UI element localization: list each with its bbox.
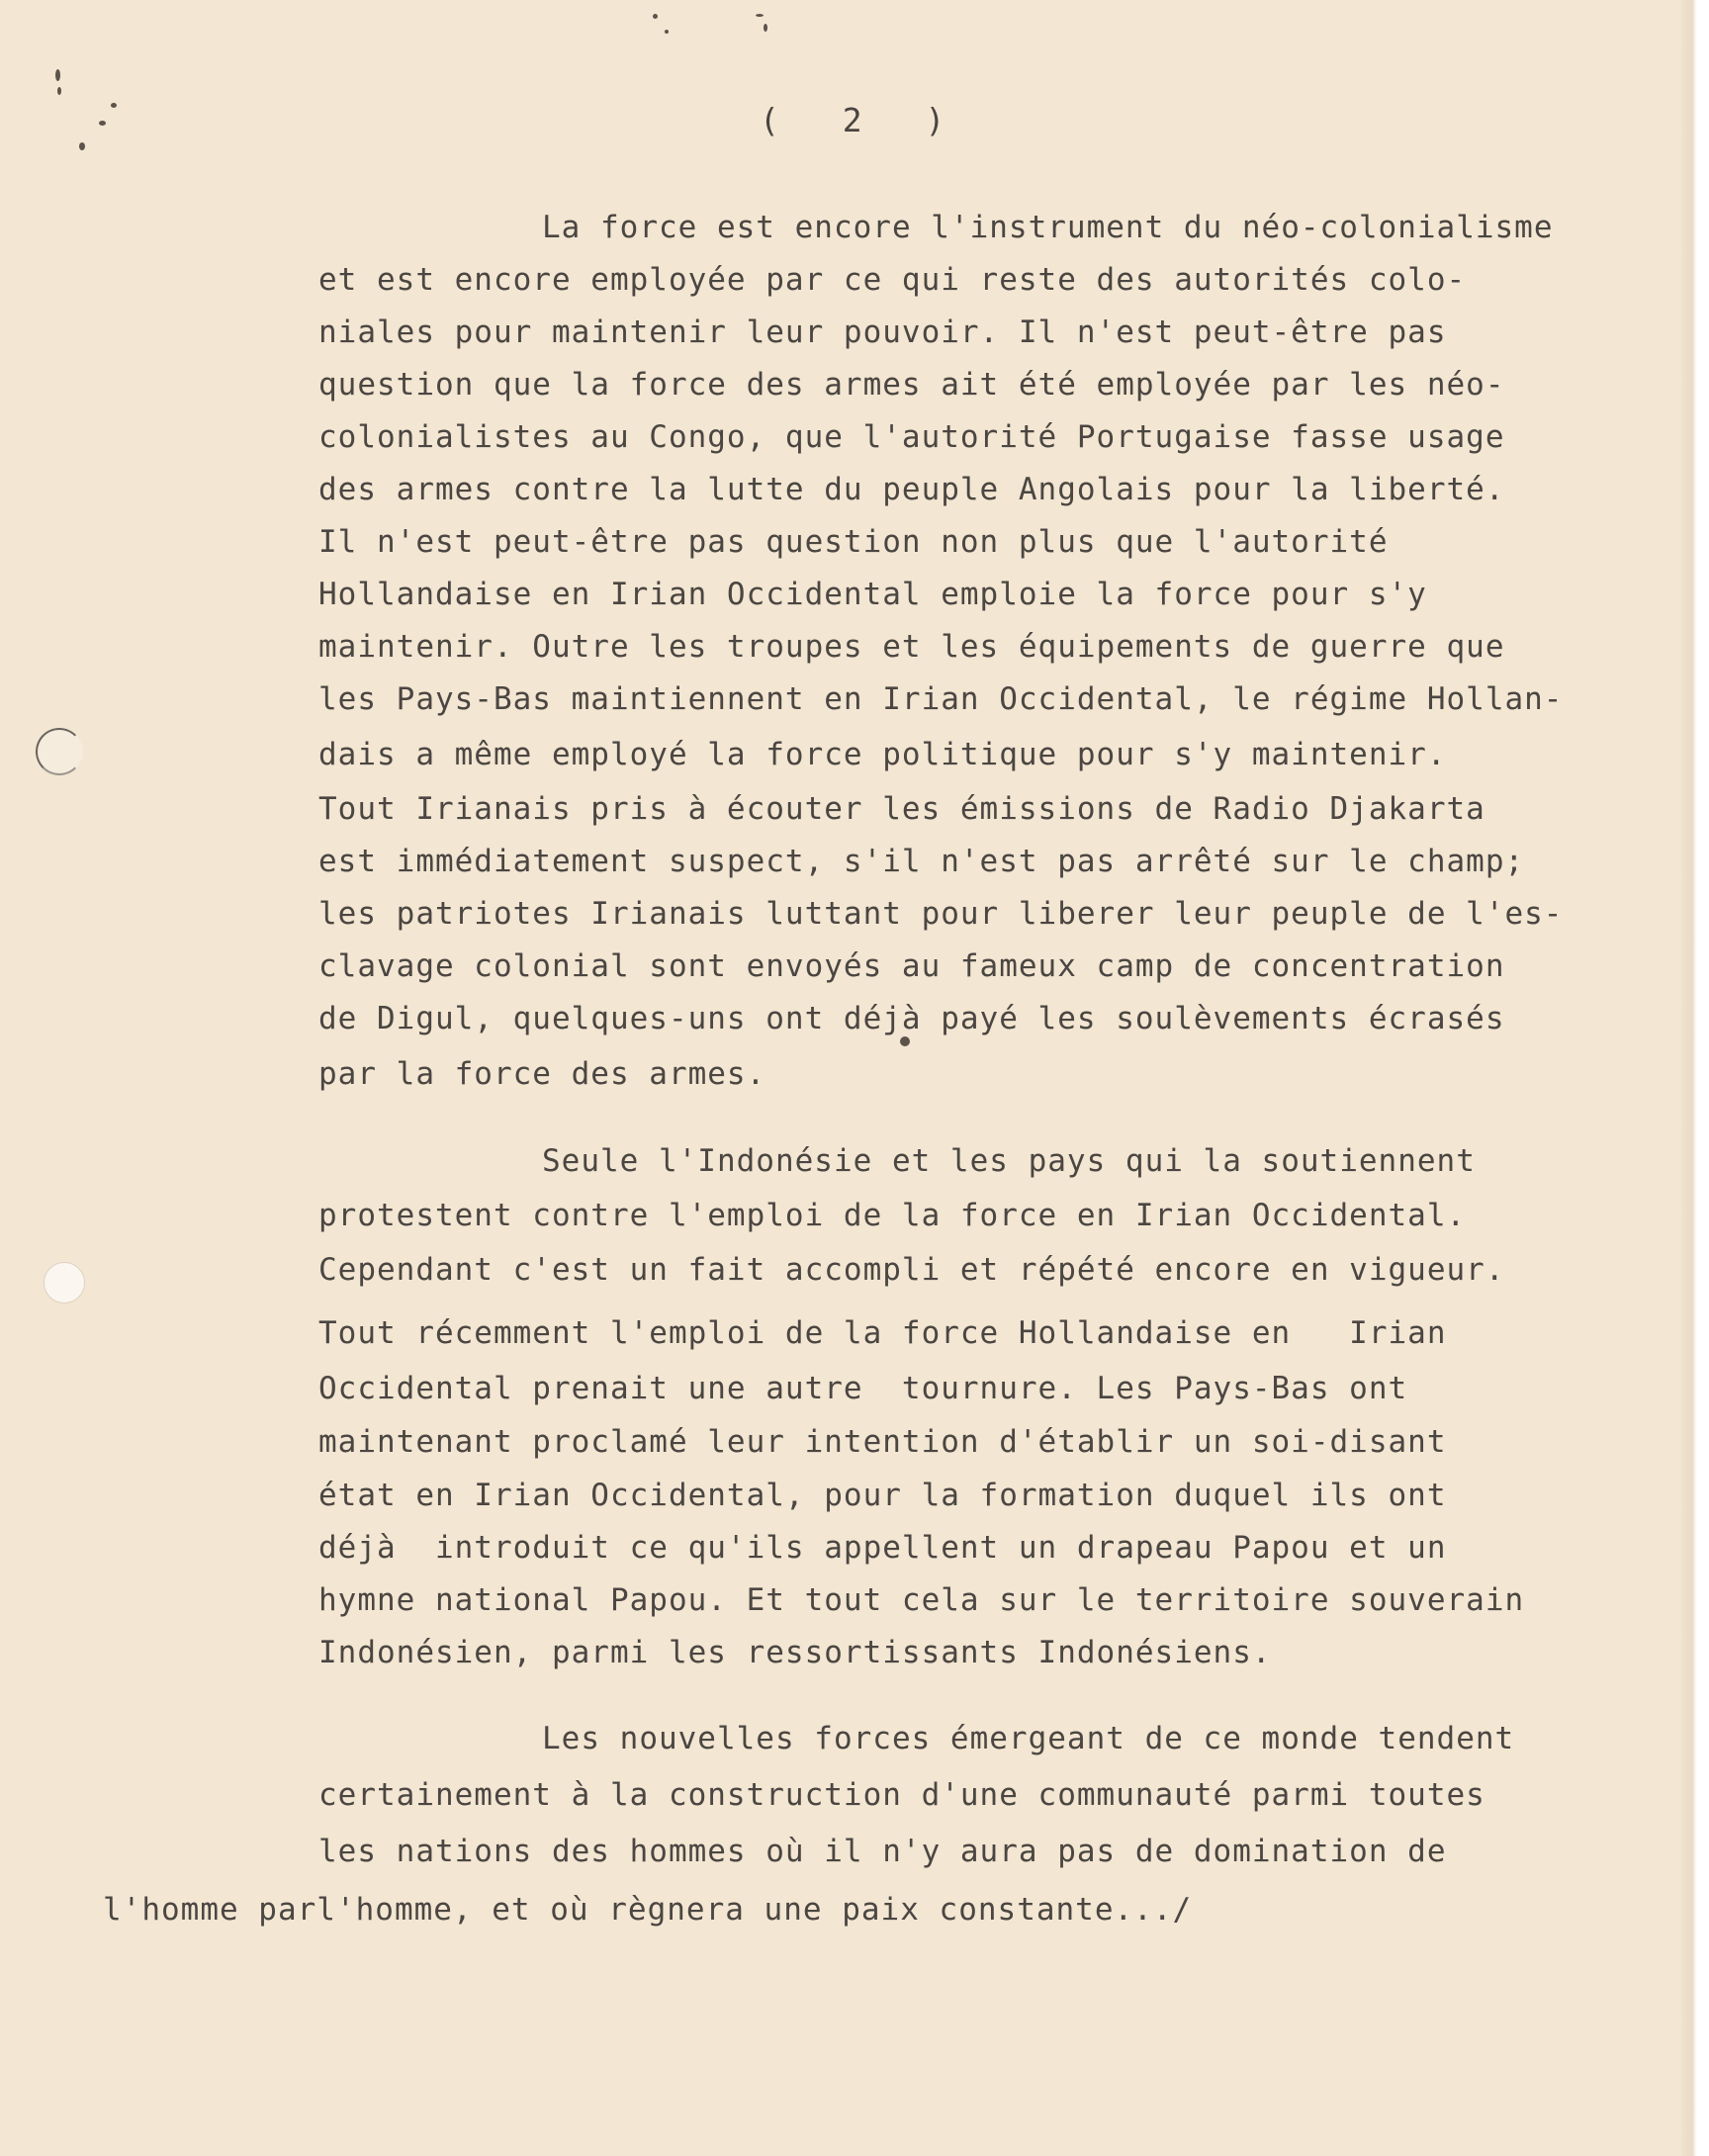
text-line: les Pays-Bas maintiennent en Irian Occidental, le régime Hollan- bbox=[318, 681, 1564, 717]
text-line: les patriotes Irianais luttant pour liberer leur peuple de l'es- bbox=[318, 896, 1564, 932]
punch-hole bbox=[44, 1262, 85, 1303]
text-line: certainement à la construction d'une communauté parmi toutes bbox=[318, 1777, 1485, 1813]
ink-speck bbox=[665, 30, 669, 34]
ink-speck bbox=[111, 103, 117, 108]
text-line: Indonésien, parmi les ressortissants Indonésiens. bbox=[318, 1635, 1272, 1670]
ink-speck bbox=[756, 14, 764, 17]
text-line: Hollandaise en Irian Occidental emploie la force pour s'y bbox=[318, 577, 1427, 612]
text-line: maintenir. Outre les troupes et les équipements de guerre que bbox=[318, 629, 1505, 665]
punch-hole bbox=[36, 728, 83, 775]
text-line: l'homme parl'homme, et où règnera une paix constante.../ bbox=[103, 1892, 1193, 1928]
ink-speck bbox=[55, 69, 60, 81]
text-line: Il n'est peut-être pas question non plus que l'autorité bbox=[318, 524, 1389, 560]
page-number: ( 2 ) bbox=[760, 101, 967, 139]
text-line: Les nouvelles forces émergeant de ce monde tendent bbox=[542, 1721, 1515, 1756]
text-line: les nations des hommes où il n'y aura pas de domination de bbox=[318, 1834, 1447, 1869]
text-line: protestent contre l'emploi de la force en Irian Occidental. bbox=[318, 1198, 1467, 1233]
text-line: et est encore employée par ce qui reste des autorités colo- bbox=[318, 262, 1467, 298]
paper-edge bbox=[1681, 0, 1709, 2156]
ink-speck bbox=[900, 1036, 910, 1046]
text-line: état en Irian Occidental, pour la formation duquel ils ont bbox=[318, 1478, 1447, 1513]
text-line: dais a même employé la force politique pour s'y maintenir. bbox=[318, 737, 1447, 772]
text-line: clavage colonial sont envoyés au fameux camp de concentration bbox=[318, 948, 1505, 984]
text-line: La force est encore l'instrument du néo-colonialisme bbox=[542, 210, 1554, 245]
text-line: des armes contre la lutte du peuple Angolais pour la liberté. bbox=[318, 472, 1505, 507]
text-line: de Digul, quelques-uns ont déjà payé les soulèvements écrasés bbox=[318, 1001, 1505, 1036]
text-line: Cependant c'est un fait accompli et répété encore en vigueur. bbox=[318, 1252, 1505, 1288]
text-line: Tout Irianais pris à écouter les émissions de Radio Djakarta bbox=[318, 791, 1485, 827]
ink-speck bbox=[764, 24, 767, 32]
ink-speck bbox=[79, 142, 85, 150]
text-line: Seule l'Indonésie et les pays qui la soutiennent bbox=[542, 1143, 1476, 1179]
ink-speck bbox=[653, 14, 658, 19]
text-line: Occidental prenait une autre tournure. Les Pays-Bas ont bbox=[318, 1371, 1408, 1406]
text-line: hymne national Papou. Et tout cela sur le territoire souverain bbox=[318, 1582, 1525, 1618]
text-line: est immédiatement suspect, s'il n'est pas arrêté sur le champ; bbox=[318, 844, 1525, 879]
ink-speck bbox=[57, 87, 61, 95]
text-line: déjà introduit ce qu'ils appellent un drapeau Papou et un bbox=[318, 1530, 1447, 1566]
text-line: question que la force des armes ait été employée par les néo- bbox=[318, 367, 1505, 403]
text-line: par la force des armes. bbox=[318, 1056, 766, 1092]
text-line: niales pour maintenir leur pouvoir. Il n'est peut-être pas bbox=[318, 314, 1447, 350]
text-line: colonialistes au Congo, que l'autorité Portugaise fasse usage bbox=[318, 419, 1505, 455]
text-line: Tout récemment l'emploi de la force Hollandaise en Irian bbox=[318, 1315, 1447, 1351]
text-line: maintenant proclamé leur intention d'établir un soi-disant bbox=[318, 1424, 1447, 1460]
ink-speck bbox=[99, 121, 106, 126]
